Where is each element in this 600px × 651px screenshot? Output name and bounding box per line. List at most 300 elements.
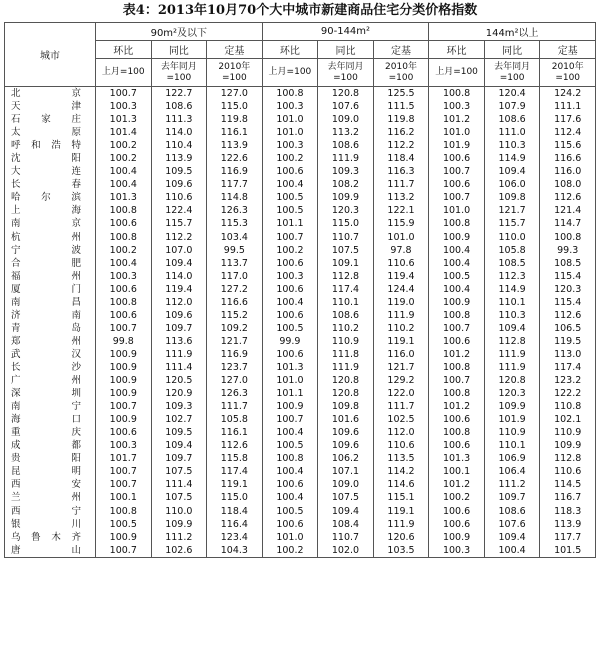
value-cell: 112.2: [151, 231, 207, 244]
city-name: 杭州: [11, 231, 81, 243]
value-cell: 110.1: [484, 439, 540, 452]
value-cell: 108.5: [540, 257, 596, 270]
value-cell: 100.6: [429, 413, 485, 426]
value-cell: 112.8: [540, 452, 596, 465]
city-name: 贵阳: [11, 453, 81, 465]
value-cell: 121.7: [484, 204, 540, 217]
value-cell: 101.2: [429, 400, 485, 413]
value-cell: 109.6: [151, 309, 207, 322]
value-cell: 101.0: [373, 231, 429, 244]
city-cell: [5, 518, 96, 531]
value-cell: 111.9: [318, 361, 374, 374]
value-cell: 116.1: [207, 126, 263, 139]
value-cell: 100.5: [262, 439, 318, 452]
value-cell: 100.8: [429, 426, 485, 439]
value-cell: 101.0: [262, 374, 318, 387]
city-name: 北京: [11, 88, 81, 100]
table-row: [5, 204, 596, 217]
city-name: 福州: [11, 270, 81, 282]
value-cell: 106.0: [484, 178, 540, 191]
value-cell: 114.9: [484, 152, 540, 165]
value-cell: 109.6: [151, 178, 207, 191]
value-cell: 100.3: [262, 100, 318, 113]
value-cell: 106.2: [318, 452, 374, 465]
value-cell: 106.4: [484, 465, 540, 478]
value-cell: 102.6: [151, 544, 207, 558]
city-cell: [5, 126, 96, 139]
value-cell: 119.1: [207, 478, 263, 491]
value-cell: 109.4: [151, 439, 207, 452]
value-cell: 110.0: [151, 505, 207, 518]
table-row: [5, 413, 596, 426]
value-cell: 100.9: [96, 413, 152, 426]
value-cell: 100.3: [262, 270, 318, 283]
value-cell: 110.2: [373, 322, 429, 335]
value-cell: 100.7: [96, 544, 152, 558]
value-cell: 111.0: [484, 126, 540, 139]
table-row: [5, 348, 596, 361]
table-row: [5, 257, 596, 270]
value-cell: 111.4: [151, 478, 207, 491]
value-cell: 109.9: [318, 191, 374, 204]
value-cell: 100.7: [96, 87, 152, 101]
value-cell: 99.8: [96, 335, 152, 348]
value-cell: 100.8: [96, 204, 152, 217]
base-header-yoy: 去年同月=100: [318, 59, 374, 87]
city-name: 大连: [11, 166, 81, 178]
city-cell: [5, 387, 96, 400]
value-cell: 122.7: [151, 87, 207, 101]
value-cell: 123.4: [207, 531, 263, 544]
value-cell: 100.9: [96, 387, 152, 400]
value-cell: 101.0: [262, 126, 318, 139]
value-cell: 113.2: [373, 191, 429, 204]
value-cell: 99.3: [540, 244, 596, 257]
sub-header-mom: 环比: [262, 41, 318, 59]
base-header-fixed: 2010年=100: [207, 59, 263, 87]
value-cell: 100.9: [429, 296, 485, 309]
sub-header-fixed: 定基: [207, 41, 263, 59]
value-cell: 100.4: [262, 465, 318, 478]
value-cell: 116.4: [207, 518, 263, 531]
value-cell: 109.9: [540, 439, 596, 452]
value-cell: 107.5: [151, 491, 207, 504]
value-cell: 115.2: [207, 309, 263, 322]
table-row: [5, 100, 596, 113]
table-row: [5, 217, 596, 230]
city-cell: [5, 191, 96, 204]
value-cell: 111.9: [373, 518, 429, 531]
table-row: [5, 531, 596, 544]
table-row: [5, 152, 596, 165]
value-cell: 106.9: [484, 452, 540, 465]
value-cell: 100.8: [429, 361, 485, 374]
value-cell: 114.7: [540, 217, 596, 230]
value-cell: 100.6: [262, 309, 318, 322]
value-cell: 116.7: [540, 491, 596, 504]
value-cell: 107.5: [151, 465, 207, 478]
city-column-header: 城市: [5, 23, 96, 87]
value-cell: 120.8: [318, 87, 374, 101]
table-row: [5, 335, 596, 348]
value-cell: 123.2: [540, 374, 596, 387]
value-cell: 124.2: [540, 87, 596, 101]
table-row: [5, 283, 596, 296]
value-cell: 102.1: [540, 413, 596, 426]
value-cell: 109.6: [318, 426, 374, 439]
value-cell: 109.9: [151, 518, 207, 531]
city-name: 海口: [11, 414, 81, 426]
value-cell: 100.1: [96, 491, 152, 504]
value-cell: 120.5: [151, 374, 207, 387]
city-name: 西宁: [11, 505, 81, 517]
value-cell: 105.8: [207, 413, 263, 426]
value-cell: 110.9: [540, 426, 596, 439]
value-cell: 110.9: [318, 335, 374, 348]
value-cell: 110.6: [373, 439, 429, 452]
value-cell: 100.4: [429, 244, 485, 257]
value-cell: 109.3: [318, 165, 374, 178]
value-cell: 100.2: [96, 152, 152, 165]
city-cell: [5, 165, 96, 178]
value-cell: 117.4: [207, 465, 263, 478]
value-cell: 112.6: [540, 309, 596, 322]
value-cell: 120.6: [373, 531, 429, 544]
value-cell: 111.9: [373, 309, 429, 322]
value-cell: 113.9: [151, 152, 207, 165]
value-cell: 109.7: [484, 491, 540, 504]
value-cell: 118.4: [207, 505, 263, 518]
value-cell: 112.6: [540, 191, 596, 204]
value-cell: 100.8: [96, 505, 152, 518]
value-cell: 111.9: [484, 361, 540, 374]
value-cell: 120.3: [540, 283, 596, 296]
base-header-mom: 上月=100: [96, 59, 152, 87]
value-cell: 115.8: [207, 452, 263, 465]
value-cell: 115.6: [540, 139, 596, 152]
value-cell: 115.9: [373, 217, 429, 230]
value-cell: 101.6: [318, 413, 374, 426]
value-cell: 100.3: [429, 100, 485, 113]
value-cell: 110.2: [318, 322, 374, 335]
value-cell: 100.6: [96, 426, 152, 439]
value-cell: 127.0: [207, 374, 263, 387]
value-cell: 102.0: [318, 544, 374, 558]
table-row: [5, 387, 596, 400]
value-cell: 116.6: [540, 152, 596, 165]
value-cell: 111.2: [151, 531, 207, 544]
value-cell: 110.1: [484, 296, 540, 309]
value-cell: 120.8: [318, 387, 374, 400]
city-cell: [5, 374, 96, 387]
value-cell: 109.8: [484, 191, 540, 204]
value-cell: 119.0: [373, 296, 429, 309]
value-cell: 112.8: [484, 335, 540, 348]
base-header-yoy: 去年同月=100: [484, 59, 540, 87]
value-cell: 119.1: [373, 505, 429, 518]
value-cell: 116.1: [207, 426, 263, 439]
city-cell: [5, 491, 96, 504]
value-cell: 117.4: [318, 283, 374, 296]
value-cell: 120.9: [151, 387, 207, 400]
city-name: 上海: [11, 205, 81, 217]
city-cell: [5, 322, 96, 335]
sub-header-fixed: 定基: [540, 41, 596, 59]
value-cell: 100.4: [262, 491, 318, 504]
value-cell: 100.9: [429, 231, 485, 244]
value-cell: 111.9: [484, 348, 540, 361]
value-cell: 119.4: [373, 270, 429, 283]
value-cell: 112.3: [484, 270, 540, 283]
value-cell: 100.4: [96, 178, 152, 191]
city-name: 石家庄: [11, 114, 81, 126]
value-cell: 111.7: [373, 178, 429, 191]
value-cell: 106.5: [540, 322, 596, 335]
value-cell: 117.0: [207, 270, 263, 283]
value-cell: 112.4: [540, 126, 596, 139]
value-cell: 108.6: [318, 309, 374, 322]
table-body: [5, 87, 596, 558]
table-title: 表4：2013年10月70个大中城市新建商品住宅分类价格指数: [122, 3, 478, 18]
value-cell: 116.9: [207, 348, 263, 361]
city-name: 呼和浩特: [11, 140, 81, 152]
value-cell: 110.7: [318, 531, 374, 544]
value-cell: 101.2: [429, 113, 485, 126]
value-cell: 107.9: [484, 100, 540, 113]
value-cell: 124.4: [373, 283, 429, 296]
city-name: 太原: [11, 127, 81, 139]
value-cell: 119.8: [373, 113, 429, 126]
value-cell: 101.9: [429, 139, 485, 152]
city-name: 宁波: [11, 244, 81, 256]
value-cell: 100.8: [429, 217, 485, 230]
value-cell: 100.6: [429, 439, 485, 452]
table-row: [5, 244, 596, 257]
value-cell: 122.4: [151, 204, 207, 217]
value-cell: 100.4: [429, 283, 485, 296]
value-cell: 100.9: [96, 374, 152, 387]
value-cell: 100.6: [262, 165, 318, 178]
value-cell: 110.1: [318, 296, 374, 309]
sub-header-yoy: 同比: [151, 41, 207, 59]
value-cell: 109.6: [318, 439, 374, 452]
value-cell: 100.5: [262, 505, 318, 518]
value-cell: 117.7: [207, 178, 263, 191]
table-row: [5, 518, 596, 531]
value-cell: 100.6: [96, 309, 152, 322]
value-cell: 112.0: [373, 426, 429, 439]
value-cell: 117.7: [540, 531, 596, 544]
city-cell: [5, 426, 96, 439]
value-cell: 100.7: [262, 231, 318, 244]
value-cell: 108.5: [484, 257, 540, 270]
city-cell: [5, 100, 96, 113]
city-cell: [5, 231, 96, 244]
value-cell: 123.7: [207, 361, 263, 374]
value-cell: 100.6: [429, 152, 485, 165]
value-cell: 100.3: [96, 100, 152, 113]
value-cell: 113.7: [207, 257, 263, 270]
value-cell: 116.3: [373, 165, 429, 178]
value-cell: 115.3: [207, 217, 263, 230]
value-cell: 109.4: [484, 322, 540, 335]
value-cell: 101.0: [262, 531, 318, 544]
value-cell: 100.9: [429, 531, 485, 544]
value-cell: 100.3: [262, 139, 318, 152]
table-row: [5, 87, 596, 101]
city-cell: [5, 309, 96, 322]
value-cell: 100.6: [429, 178, 485, 191]
value-cell: 100.8: [429, 387, 485, 400]
value-cell: 121.4: [540, 204, 596, 217]
sub-header-mom: 环比: [96, 41, 152, 59]
value-cell: 100.6: [262, 518, 318, 531]
base-header-yoy: 去年同月=100: [151, 59, 207, 87]
value-cell: 109.4: [484, 531, 540, 544]
value-cell: 109.0: [318, 478, 374, 491]
value-cell: 114.9: [484, 283, 540, 296]
value-cell: 109.4: [318, 505, 374, 518]
table-row: [5, 270, 596, 283]
value-cell: 111.7: [373, 400, 429, 413]
value-cell: 102.7: [151, 413, 207, 426]
value-cell: 107.1: [318, 465, 374, 478]
value-cell: 110.0: [484, 231, 540, 244]
value-cell: 100.6: [96, 217, 152, 230]
value-cell: 100.9: [96, 348, 152, 361]
value-cell: 108.6: [318, 139, 374, 152]
value-cell: 100.7: [96, 465, 152, 478]
table-row: [5, 361, 596, 374]
city-name: 天津: [11, 101, 81, 113]
city-cell: [5, 283, 96, 296]
value-cell: 114.0: [151, 126, 207, 139]
value-cell: 115.7: [151, 217, 207, 230]
value-cell: 100.4: [262, 296, 318, 309]
value-cell: 121.7: [207, 335, 263, 348]
value-cell: 112.6: [207, 439, 263, 452]
value-cell: 112.0: [151, 296, 207, 309]
value-cell: 100.7: [429, 191, 485, 204]
value-cell: 111.3: [151, 113, 207, 126]
city-cell: [5, 531, 96, 544]
value-cell: 100.6: [262, 257, 318, 270]
city-name: 西安: [11, 479, 81, 491]
value-cell: 100.7: [96, 400, 152, 413]
value-cell: 119.4: [151, 283, 207, 296]
value-cell: 100.4: [96, 257, 152, 270]
value-cell: 126.3: [207, 204, 263, 217]
value-cell: 101.4: [96, 126, 152, 139]
city-cell: [5, 413, 96, 426]
city-cell: [5, 257, 96, 270]
city-cell: [5, 478, 96, 491]
city-cell: [5, 113, 96, 126]
table-row: [5, 374, 596, 387]
sub-header-yoy: 同比: [484, 41, 540, 59]
city-cell: [5, 296, 96, 309]
value-cell: 100.8: [96, 231, 152, 244]
value-cell: 112.2: [373, 139, 429, 152]
value-cell: 100.7: [96, 478, 152, 491]
city-cell: [5, 152, 96, 165]
value-cell: 120.8: [484, 374, 540, 387]
value-cell: 99.9: [262, 335, 318, 348]
value-cell: 120.3: [484, 387, 540, 400]
value-cell: 110.9: [484, 426, 540, 439]
value-cell: 127.2: [207, 283, 263, 296]
value-cell: 121.7: [373, 361, 429, 374]
value-cell: 110.6: [151, 191, 207, 204]
table-row: [5, 491, 596, 504]
value-cell: 108.4: [318, 518, 374, 531]
value-cell: 100.2: [262, 152, 318, 165]
group-header-large: 144m²以上: [429, 23, 596, 41]
table-row: [5, 113, 596, 126]
table-row: [5, 296, 596, 309]
city-name: 南京: [11, 218, 81, 230]
value-cell: 109.4: [151, 257, 207, 270]
table-header: [5, 23, 596, 87]
value-cell: 100.6: [96, 283, 152, 296]
value-cell: 100.4: [429, 257, 485, 270]
value-cell: 116.0: [373, 348, 429, 361]
value-cell: 122.6: [207, 152, 263, 165]
value-cell: 116.2: [373, 126, 429, 139]
value-cell: 100.6: [262, 478, 318, 491]
value-cell: 115.0: [207, 100, 263, 113]
value-cell: 122.0: [373, 387, 429, 400]
table-row: [5, 465, 596, 478]
table-row: [5, 178, 596, 191]
value-cell: 109.7: [151, 452, 207, 465]
value-cell: 115.7: [484, 217, 540, 230]
value-cell: 100.7: [429, 165, 485, 178]
value-cell: 105.8: [484, 244, 540, 257]
value-cell: 100.2: [262, 544, 318, 558]
table-row: [5, 400, 596, 413]
value-cell: 115.0: [207, 491, 263, 504]
value-cell: 109.4: [484, 165, 540, 178]
value-cell: 101.0: [429, 204, 485, 217]
table-row: [5, 426, 596, 439]
city-cell: [5, 439, 96, 452]
value-cell: 109.1: [318, 257, 374, 270]
value-cell: 120.8: [318, 374, 374, 387]
sub-header-mom: 环比: [429, 41, 485, 59]
city-name: 长沙: [11, 362, 81, 373]
value-cell: 127.0: [207, 87, 263, 101]
value-cell: 111.9: [318, 152, 374, 165]
value-cell: 111.2: [484, 478, 540, 491]
value-cell: 109.5: [151, 165, 207, 178]
value-cell: 117.6: [540, 113, 596, 126]
value-cell: 103.4: [207, 231, 263, 244]
value-cell: 108.2: [318, 178, 374, 191]
value-cell: 113.0: [540, 348, 596, 361]
value-cell: 111.9: [151, 348, 207, 361]
value-cell: 101.5: [540, 544, 596, 558]
value-cell: 101.9: [484, 413, 540, 426]
value-cell: 103.5: [373, 544, 429, 558]
city-name: 深圳: [11, 388, 81, 400]
city-name: 武汉: [11, 348, 81, 360]
city-name: 乌鲁木齐: [11, 531, 81, 543]
city-name: 南宁: [11, 401, 81, 413]
value-cell: 111.8: [318, 348, 374, 361]
city-cell: [5, 361, 96, 374]
value-cell: 100.5: [262, 204, 318, 217]
